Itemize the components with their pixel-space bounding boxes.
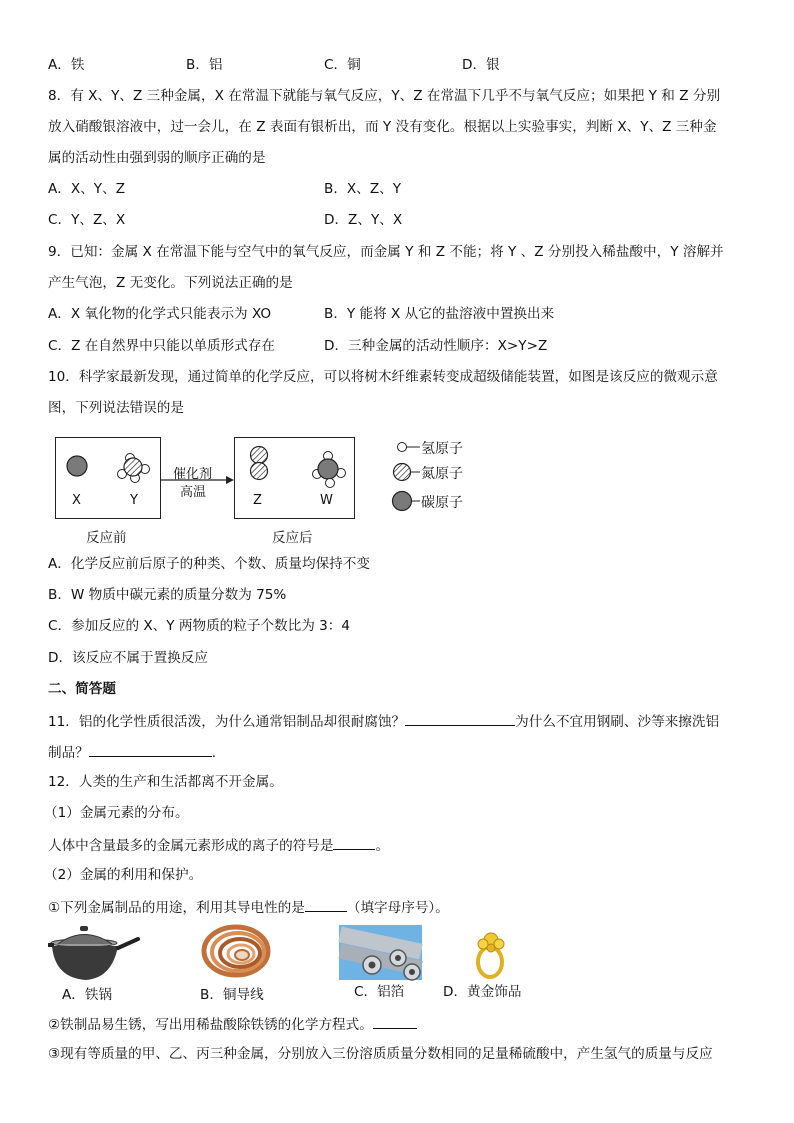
q12-sub1-heading: （1）金属元素的分布。 xyxy=(44,805,189,821)
q10-stem-line-2: 图，下列说法错误的是 xyxy=(48,400,184,416)
q12-qb-question: ②铁制品易生锈，写出用稀盐酸除铁锈的化学方程式。 xyxy=(48,1017,373,1033)
item-d-label: D．黄金饰品 xyxy=(443,984,522,1000)
wok-icon xyxy=(48,926,138,980)
q12-sub1-question: 人体中含量最多的金属元素形成的离子的符号是 xyxy=(48,838,334,854)
q12-qc-line: ③现有等质量的甲、乙、丙三种金属，分别放入三份溶质质量分数相同的足量稀硫酸中，产生氢气的质量与反应 xyxy=(48,1046,713,1062)
q10-option-d: D．该反应不属于置换反应 xyxy=(48,650,208,666)
q12-qa-question: ①下列金属制品的用途，利用其导电性的是 xyxy=(48,900,305,916)
label-x: X xyxy=(72,493,81,508)
label-y: Y xyxy=(130,493,138,508)
q9-stem-line-1: 9．已知：金属 X 在常温下能与空气中的氧气反应，而金属 Y 和 Z 不能；将 Y 、Z 分别投入稀盐酸中，Y 溶解并 xyxy=(48,244,724,260)
q9-option-c: C．Z 在自然界中只能以单质形式存在 xyxy=(48,338,276,354)
q8-stem-line-3: 属的活动性由强到弱的顺序正确的是 xyxy=(48,150,266,166)
q9-option-d: D．三种金属的活动性顺序：X>Y>Z xyxy=(324,338,548,354)
q12-stem: 12．人类的生产和生活都离不开金属。 xyxy=(48,774,283,790)
q9-option-b: B．Y 能将 X 从它的盐溶液中置换出来 xyxy=(324,306,555,322)
q11-question-2-tail: 制品？ xyxy=(48,745,89,761)
copper-wire-icon xyxy=(204,927,268,975)
q10-option-a: A．化学反应前后原子的种类、个数、质量均保持不变 xyxy=(48,556,370,572)
q11-question-2: 为什么不宜用钢刷、沙等来擦洗铝 xyxy=(515,714,720,730)
q12-sub2-heading: （2）金属的利用和保护。 xyxy=(44,867,203,883)
item-c-label: C．铝箔 xyxy=(354,984,405,1000)
legend-nitrogen-label: 氮原子 xyxy=(421,466,463,482)
q11-question-1: 11．铝的化学性质很活泼，为什么通常铝制品却很耐腐蚀？ xyxy=(48,714,406,730)
arrow-label-catalyst: 催化剂 xyxy=(173,467,213,482)
q7-option-d: D．银 xyxy=(462,57,500,73)
q10-option-c: C．参加反应的 X、Y 两物质的粒子个数比为 3：4 xyxy=(48,618,351,634)
q10-option-b: B．W 物质中碳元素的质量分数为 75% xyxy=(48,587,287,603)
q12-qb-answer-blank[interactable] xyxy=(373,1014,417,1029)
label-z: Z xyxy=(253,493,262,508)
q7-option-b: B．铝 xyxy=(186,57,223,73)
gold-ring-icon xyxy=(478,933,504,977)
q7-option-a: A．铁 xyxy=(48,57,85,73)
q12-qa-end: （填字母序号）。 xyxy=(346,900,449,916)
q9-option-a: A．X 氧化物的化学式只能表示为 XO xyxy=(48,306,272,322)
arrow-label-high-temp: 高温 xyxy=(180,485,207,500)
q8-option-c: C．Y、Z、X xyxy=(48,212,126,228)
q8-option-d: D．Z、Y、X xyxy=(324,212,403,228)
q8-option-b: B．X、Z、Y xyxy=(324,181,402,197)
q8-option-a: A．X、Y、Z xyxy=(48,181,126,197)
legend-hydrogen-label: 氢原子 xyxy=(421,441,463,457)
q7-option-c: C．铜 xyxy=(324,57,361,73)
q8-stem-line-2: 放入硝酸银溶液中，过一会儿，在 Z 表面有银析出，而 Y 没有变化。根据以上实验事实，判断 X、Y、Z 三种金 xyxy=(48,119,717,135)
label-w: W xyxy=(320,493,333,508)
aluminum-foil-icon xyxy=(338,925,423,980)
q12-sub1-end: 。 xyxy=(375,838,390,854)
section-heading: 二、简答题 xyxy=(48,681,116,697)
item-a-label: A．铁锅 xyxy=(62,987,113,1003)
q10-stem-line-1: 10．科学家最新发现，通过简单的化学反应，可以将树木纤维素转变成超级储能装置，如图是该反应的微观示意 xyxy=(48,369,718,385)
q11-end-mark: . xyxy=(211,745,217,761)
q12-qb-line xyxy=(48,1014,417,1034)
item-b-label: B．铜导线 xyxy=(200,987,264,1003)
legend-carbon-label: 碳原子 xyxy=(421,495,463,511)
caption-after: 反应后 xyxy=(272,530,313,546)
q9-stem-line-2: 产生气泡，Z 无变化。下列说法正确的是 xyxy=(48,275,293,291)
caption-before: 反应前 xyxy=(86,530,127,546)
q8-stem-line-1: 8．有 X、Y、Z 三种金属，X 在常温下就能与氧气反应，Y、Z 在常温下几乎不与氧气反应；如果把 Y 和 Z 分别 xyxy=(48,88,721,104)
